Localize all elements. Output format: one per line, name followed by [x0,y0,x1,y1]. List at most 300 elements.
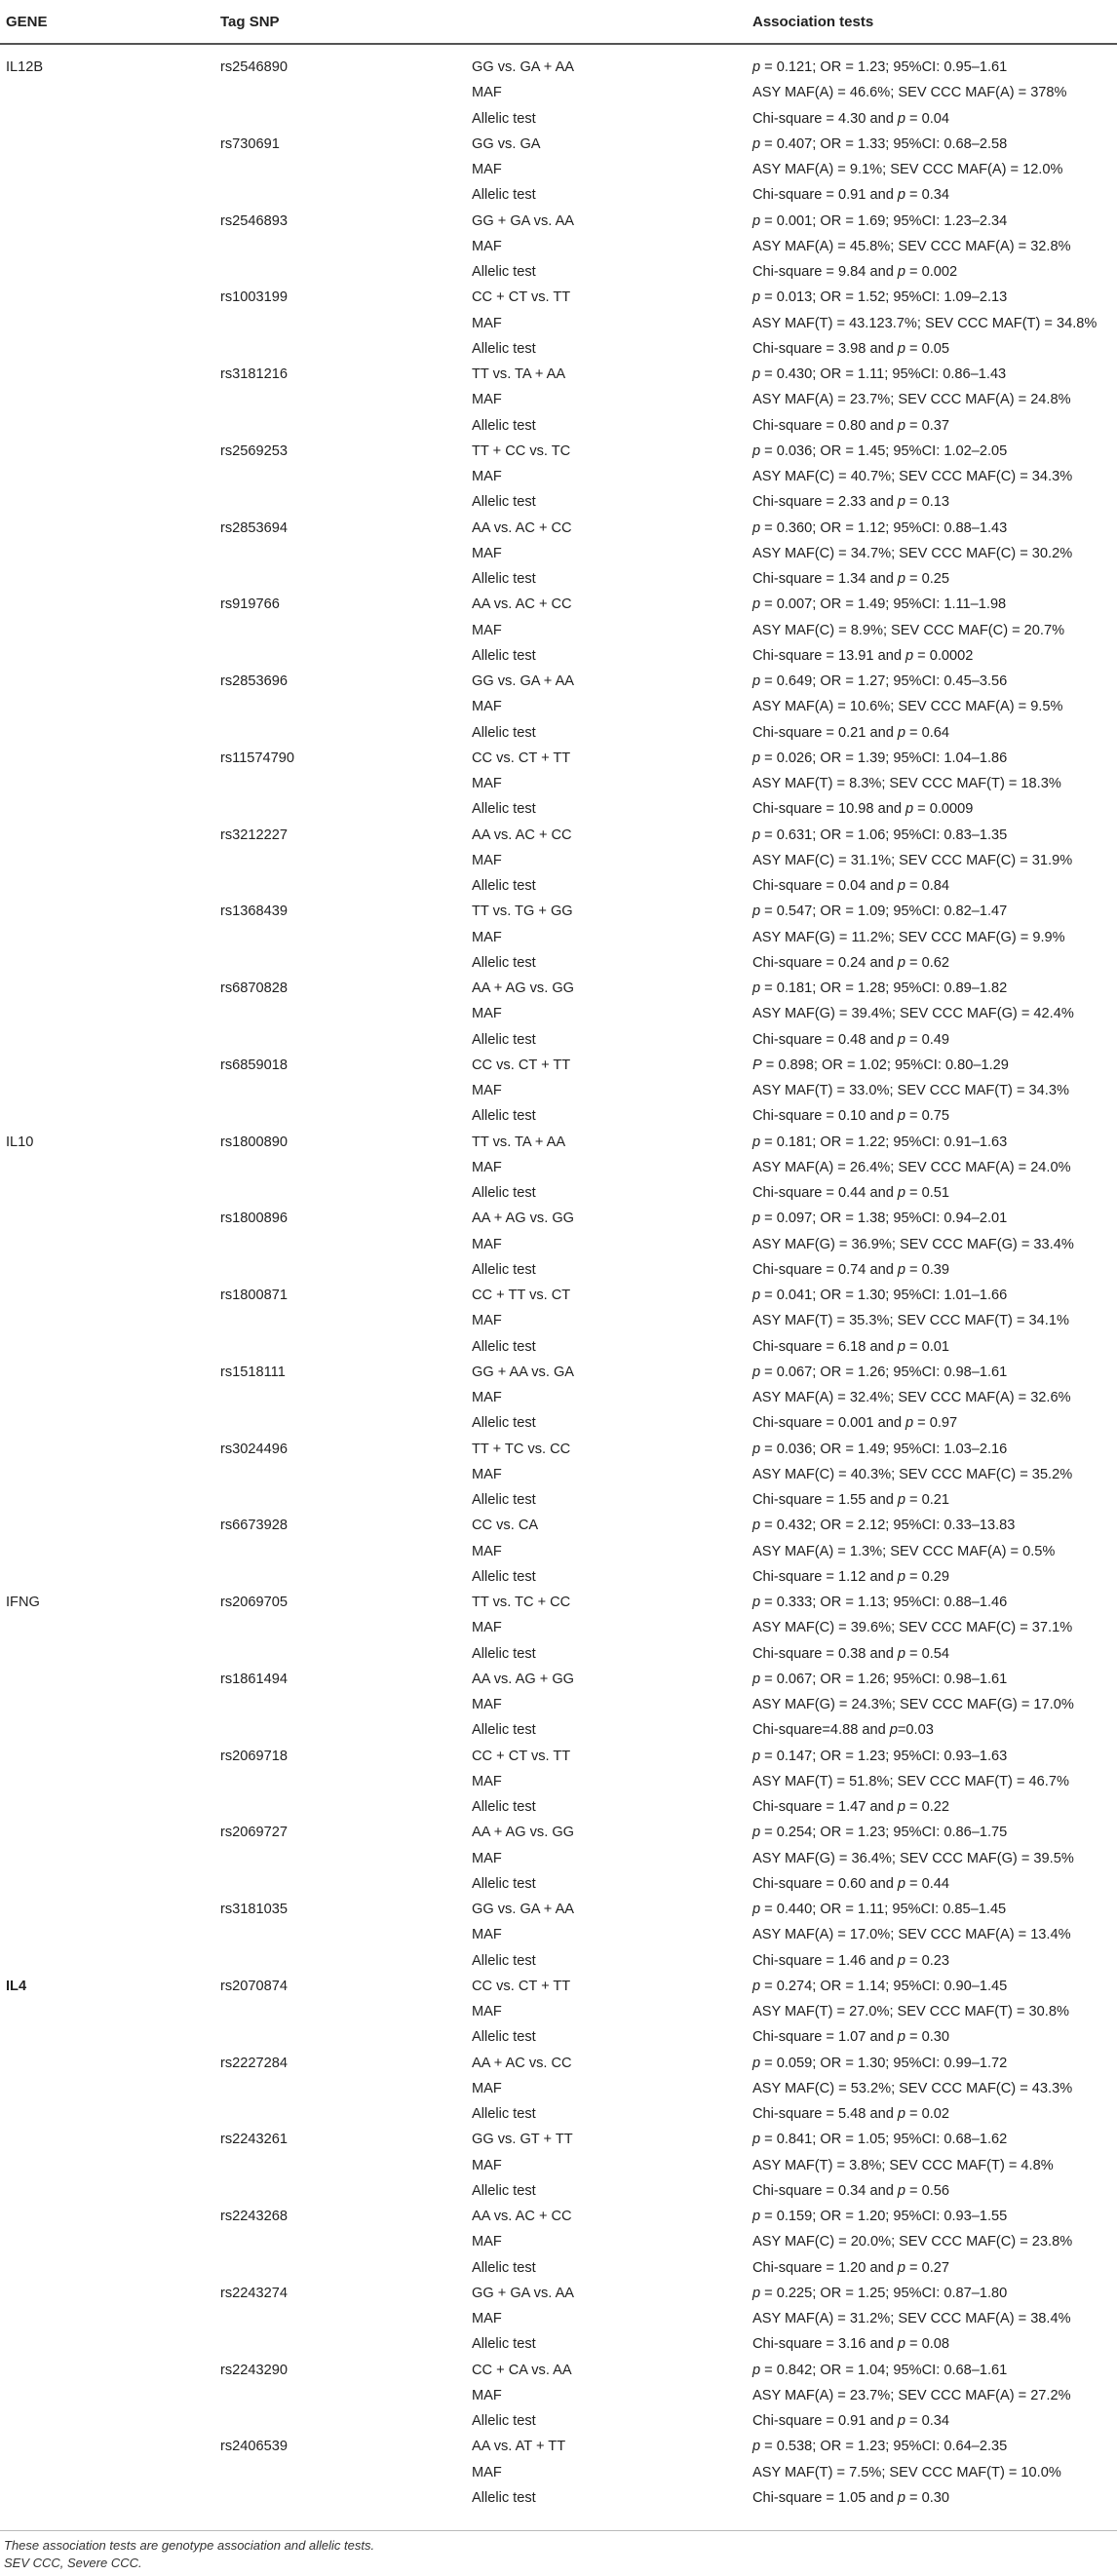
maf-values-cell: ASY MAF(T) = 8.3%; SEV CCC MAF(T) = 18.3% [752,776,1061,791]
genotype-model-cell: TT + CC vs. TC [472,442,571,459]
maf-values-cell: ASY MAF(G) = 36.9%; SEV CCC MAF(G) = 33.4% [752,1236,1074,1252]
allelic-test-result-cell: Chi-square = 4.30 and p = 0.04 [752,110,950,127]
maf-values-cell: ASY MAF(C) = 20.0%; SEV CCC MAF(C) = 23.8% [752,2234,1073,2250]
table-row [0,1027,1117,1053]
table-row [0,1462,1117,1487]
table-row [0,2204,1117,2229]
genotype-association-cell: p = 0.181; OR = 1.22; 95%CI: 0.91–1.63 [752,1134,1008,1150]
table-row [0,2383,1117,2408]
allelic-test-result-cell: Chi-square = 0.74 and p = 0.39 [752,1261,950,1278]
gene-cell: IL4 [6,1978,27,1994]
table-row [0,2331,1117,2357]
table-row [0,55,1117,80]
allelic-test-result-cell: Chi-square = 0.44 and p = 0.51 [752,1185,950,1201]
genotype-association-cell: p = 0.432; OR = 2.12; 95%CI: 0.33–13.83 [752,1518,1016,1534]
maf-label-cell: MAF [472,1159,502,1175]
genotype-model-cell: AA vs. AC + CC [472,596,572,613]
table-row [0,976,1117,1001]
table-body [0,55,1117,2511]
allelic-test-result-cell: Chi-square = 0.10 and p = 0.75 [752,1108,950,1125]
allelic-test-result-cell: Chi-square = 9.84 and p = 0.002 [752,264,958,280]
table-row [0,1922,1117,1947]
maf-values-cell: ASY MAF(A) = 32.4%; SEV CCC MAF(A) = 32.6% [752,1390,1071,1405]
maf-label-cell: MAF [472,2311,502,2326]
allelic-test-result-cell: Chi-square = 3.98 and p = 0.05 [752,340,950,357]
genotype-model-cell: AA vs. AC + CC [472,519,572,536]
genotype-model-cell: CC + CA vs. AA [472,2362,572,2378]
tag-snp-cell: rs6859018 [220,1057,288,1073]
allelic-test-result-cell: Chi-square = 0.60 and p = 0.44 [752,1875,950,1892]
tag-snp-cell: rs1800890 [220,1134,288,1150]
table-row [0,2153,1117,2178]
maf-label-cell: MAF [472,852,502,868]
maf-values-cell: ASY MAF(T) = 43.123.7%; SEV CCC MAF(T) = 34.8% [752,315,1098,331]
maf-values-cell: ASY MAF(C) = 40.7%; SEV CCC MAF(C) = 34.3% [752,469,1073,484]
maf-label-cell: MAF [472,1620,502,1636]
tag-snp-cell: rs2243261 [220,2132,288,2148]
genotype-association-cell: p = 0.036; OR = 1.49; 95%CI: 1.03–2.16 [752,1441,1008,1457]
table-row [0,592,1117,617]
tag-snp-cell: rs2069718 [220,1748,288,1764]
table-row [0,2408,1117,2434]
tag-snp-cell: rs1800896 [220,1211,288,1227]
allelic-test-result-cell: Chi-square = 2.33 and p = 0.13 [752,494,950,511]
table-row [0,1717,1117,1743]
allelic-test-result-cell: Chi-square = 6.18 and p = 0.01 [752,1338,950,1355]
header-association-tests: Association tests [752,14,874,30]
genotype-model-cell: AA + AC vs. CC [472,2055,572,2071]
allelic-test-result-cell: Chi-square = 0.91 and p = 0.34 [752,187,950,204]
maf-values-cell: ASY MAF(T) = 3.8%; SEV CCC MAF(T) = 4.8% [752,2157,1054,2173]
genotype-association-cell: p = 0.538; OR = 1.23; 95%CI: 0.64–2.35 [752,2439,1008,2455]
maf-label-cell: MAF [472,929,502,945]
tag-snp-cell: rs1861494 [220,1671,288,1687]
table-row [0,848,1117,873]
tag-snp-cell: rs2569253 [220,442,288,459]
allelic-test-result-cell: Chi-square = 3.16 and p = 0.08 [752,2336,950,2353]
table-row [0,234,1117,259]
gene-cell: IFNG [6,1595,40,1610]
genotype-association-cell: p = 0.842; OR = 1.04; 95%CI: 0.68–1.61 [752,2362,1008,2378]
table-row [0,1769,1117,1794]
allelic-test-label-cell: Allelic test [472,110,536,127]
allelic-test-label-cell: Allelic test [472,878,536,894]
tag-snp-cell: rs3181035 [220,1902,288,1917]
table-row [0,1539,1117,1564]
maf-label-cell: MAF [472,2080,502,2096]
table-bottom-rule [0,2530,1117,2531]
maf-label-cell: MAF [472,2464,502,2480]
tag-snp-cell: rs730691 [220,135,280,152]
table-row [0,1180,1117,1206]
table-row [0,259,1117,285]
table-row [0,2076,1117,2101]
table-row [0,2024,1117,2050]
maf-values-cell: ASY MAF(T) = 27.0%; SEV CCC MAF(T) = 30.8% [752,2004,1069,2019]
tag-snp-cell: rs1003199 [220,289,288,306]
allelic-test-result-cell: Chi-square = 0.04 and p = 0.84 [752,878,950,894]
table-header [0,0,1117,45]
allelic-test-result-cell: Chi-square = 1.55 and p = 0.21 [752,1492,950,1508]
table-row [0,2127,1117,2152]
allelic-test-result-cell: Chi-square = 1.05 and p = 0.30 [752,2489,950,2506]
maf-label-cell: MAF [472,1083,502,1098]
allelic-test-label-cell: Allelic test [472,2029,536,2046]
table-row [0,439,1117,464]
table-row [0,2229,1117,2254]
allelic-test-label-cell: Allelic test [472,1568,536,1585]
allelic-test-label-cell: Allelic test [472,1261,536,1278]
table-row [0,950,1117,976]
table-row [0,2051,1117,2076]
table-row [0,132,1117,157]
allelic-test-label-cell: Allelic test [472,1492,536,1508]
maf-values-cell: ASY MAF(G) = 24.3%; SEV CCC MAF(G) = 17.0% [752,1697,1074,1712]
table-row [0,1948,1117,1974]
maf-label-cell: MAF [472,1390,502,1405]
allelic-test-result-cell: Chi-square = 1.20 and p = 0.27 [752,2259,950,2276]
table-row [0,2281,1117,2306]
maf-values-cell: ASY MAF(A) = 1.3%; SEV CCC MAF(A) = 0.5% [752,1543,1056,1559]
table-row [0,1846,1117,1871]
table-row [0,1615,1117,1640]
tag-snp-cell: rs6870828 [220,980,288,996]
genotype-association-cell: p = 0.274; OR = 1.14; 95%CI: 0.90–1.45 [752,1978,1008,1994]
allelic-test-result-cell: Chi-square = 0.21 and p = 0.64 [752,724,950,741]
table-row [0,925,1117,950]
allelic-test-label-cell: Allelic test [472,1722,536,1739]
table-row [0,1308,1117,1333]
table-row [0,157,1117,182]
genotype-association-cell: p = 0.097; OR = 1.38; 95%CI: 0.94–2.01 [752,1211,1008,1227]
genotype-model-cell: GG + GA vs. AA [472,212,575,229]
genotype-model-cell: CC + TT vs. CT [472,1288,571,1303]
allelic-test-label-cell: Allelic test [472,2489,536,2506]
table-row [0,1897,1117,1922]
table-row [0,413,1117,439]
allelic-test-label-cell: Allelic test [472,1415,536,1432]
table-row [0,1590,1117,1615]
maf-values-cell: ASY MAF(A) = 46.6%; SEV CCC MAF(A) = 378% [752,85,1067,101]
maf-label-cell: MAF [472,392,502,408]
tag-snp-cell: rs2853696 [220,673,288,689]
tag-snp-cell: rs3181216 [220,366,288,382]
header-tag-snp: Tag SNP [220,14,280,30]
gene-cell: IL12B [6,59,44,75]
genotype-model-cell: AA vs. AC + CC [472,827,572,843]
table-row [0,2485,1117,2511]
maf-label-cell: MAF [472,1006,502,1022]
table-row [0,489,1117,515]
genotype-model-cell: TT vs. TA + AA [472,366,566,382]
genotype-model-cell: AA vs. AC + CC [472,2209,572,2224]
maf-values-cell: ASY MAF(G) = 39.4%; SEV CCC MAF(G) = 42.4% [752,1006,1074,1022]
table-row [0,873,1117,899]
allelic-test-label-cell: Allelic test [472,264,536,280]
maf-label-cell: MAF [472,2387,502,2403]
table-row [0,694,1117,719]
genotype-association-cell: p = 0.041; OR = 1.30; 95%CI: 1.01–1.66 [752,1288,1008,1303]
maf-label-cell: MAF [472,776,502,791]
table-row [0,1641,1117,1667]
allelic-test-result-cell: Chi-square = 1.46 and p = 0.23 [752,1952,950,1969]
table-row [0,669,1117,694]
table-row [0,2434,1117,2459]
maf-label-cell: MAF [472,2157,502,2173]
allelic-test-label-cell: Allelic test [472,1031,536,1048]
genotype-model-cell: CC vs. CT + TT [472,1057,571,1073]
maf-label-cell: MAF [472,1236,502,1252]
genotype-association-cell: p = 0.631; OR = 1.06; 95%CI: 0.83–1.35 [752,827,1008,843]
allelic-test-label-cell: Allelic test [472,2259,536,2276]
maf-label-cell: MAF [472,315,502,331]
genotype-association-cell: p = 0.430; OR = 1.11; 95%CI: 0.86–1.43 [752,366,1007,382]
tag-snp-cell: rs1368439 [220,904,288,920]
maf-label-cell: MAF [472,1927,502,1943]
genotype-model-cell: TT vs. TG + GG [472,904,573,920]
allelic-test-result-cell: Chi-square = 0.91 and p = 0.34 [752,2413,950,2429]
table-row [0,80,1117,105]
allelic-test-result-cell: Chi-square = 0.48 and p = 0.49 [752,1031,950,1048]
tag-snp-cell: rs2406539 [220,2439,288,2455]
genotype-model-cell: TT vs. TA + AA [472,1134,566,1150]
table-row [0,1001,1117,1026]
table-row [0,796,1117,822]
genotype-association-cell: p = 0.147; OR = 1.23; 95%CI: 0.93–1.63 [752,1748,1008,1764]
allelic-test-label-cell: Allelic test [472,647,536,664]
maf-values-cell: ASY MAF(A) = 26.4%; SEV CCC MAF(A) = 24.0% [752,1159,1071,1175]
tag-snp-cell: rs6673928 [220,1518,288,1534]
allelic-test-label-cell: Allelic test [472,417,536,434]
maf-values-cell: ASY MAF(T) = 51.8%; SEV CCC MAF(T) = 46.7% [752,1773,1069,1789]
allelic-test-label-cell: Allelic test [472,724,536,741]
maf-values-cell: ASY MAF(A) = 10.6%; SEV CCC MAF(A) = 9.5% [752,699,1063,715]
table-row [0,285,1117,310]
table-row [0,1053,1117,1078]
tag-snp-cell: rs2243268 [220,2209,288,2224]
allelic-test-label-cell: Allelic test [472,801,536,818]
tag-snp-cell: rs2853694 [220,519,288,536]
table-row [0,1206,1117,1231]
table-row [0,771,1117,796]
maf-values-cell: ASY MAF(C) = 40.3%; SEV CCC MAF(C) = 35.2% [752,1466,1073,1482]
table-row [0,541,1117,566]
table-row [0,1257,1117,1283]
table-row [0,1820,1117,1845]
tag-snp-cell: rs2243274 [220,2285,288,2301]
genotype-association-cell: p = 0.067; OR = 1.26; 95%CI: 0.98–1.61 [752,1364,1008,1380]
genotype-association-cell: p = 0.649; OR = 1.27; 95%CI: 0.45–3.56 [752,673,1008,689]
genotype-association-cell: p = 0.026; OR = 1.39; 95%CI: 1.04–1.86 [752,750,1008,766]
genotype-association-cell: p = 0.036; OR = 1.45; 95%CI: 1.02–2.05 [752,442,1008,459]
allelic-test-label-cell: Allelic test [472,340,536,357]
table-row [0,106,1117,132]
table-row [0,336,1117,362]
maf-label-cell: MAF [472,238,502,254]
genotype-model-cell: GG vs. GA + AA [472,673,575,689]
table-row [0,1155,1117,1180]
table-row [0,1078,1117,1103]
allelic-test-result-cell: Chi-square = 1.12 and p = 0.29 [752,1568,950,1585]
genotype-model-cell: CC vs. CT + TT [472,1978,571,1994]
genotype-model-cell: AA vs. AG + GG [472,1671,575,1687]
maf-label-cell: MAF [472,1850,502,1866]
table-row [0,1744,1117,1769]
table-row [0,464,1117,489]
gene-cell: IL10 [6,1134,34,1150]
maf-values-cell: ASY MAF(A) = 9.1%; SEV CCC MAF(A) = 12.0% [752,162,1063,177]
tag-snp-cell: rs3024496 [220,1441,288,1457]
allelic-test-label-cell: Allelic test [472,494,536,511]
maf-label-cell: MAF [472,622,502,638]
tag-snp-cell: rs2546893 [220,212,288,229]
allelic-test-label-cell: Allelic test [472,1645,536,1662]
allelic-test-label-cell: Allelic test [472,2336,536,2353]
table-row [0,516,1117,541]
table-row [0,618,1117,643]
allelic-test-label-cell: Allelic test [472,1185,536,1201]
genotype-model-cell: GG + AA vs. GA [472,1364,575,1380]
maf-label-cell: MAF [472,2234,502,2250]
genotype-model-cell: CC vs. CA [472,1518,539,1534]
allelic-test-label-cell: Allelic test [472,2413,536,2429]
allelic-test-result-cell: Chi-square = 0.80 and p = 0.37 [752,417,950,434]
allelic-test-result-cell: Chi-square = 1.34 and p = 0.25 [752,571,950,587]
genotype-association-cell: P = 0.898; OR = 1.02; 95%CI: 0.80–1.29 [752,1057,1009,1073]
footnote: These association tests are genotype association and allelic tests. [4,2538,375,2553]
table-row [0,2460,1117,2485]
table-row [0,1410,1117,1436]
table-row [0,1999,1117,2024]
maf-label-cell: MAF [472,162,502,177]
table-row [0,1794,1117,1820]
table-row [0,2178,1117,2204]
table-row [0,1564,1117,1590]
genotype-model-cell: AA + AG vs. GG [472,1211,575,1227]
maf-label-cell: MAF [472,1466,502,1482]
maf-values-cell: ASY MAF(A) = 45.8%; SEV CCC MAF(A) = 32.8% [752,238,1071,254]
table-row [0,362,1117,387]
genotype-model-cell: GG vs. GA + AA [472,59,575,75]
allelic-test-result-cell: Chi-square=4.88 and p=0.03 [752,1722,934,1739]
tag-snp-cell: rs2070874 [220,1978,288,1994]
table-row [0,2101,1117,2127]
maf-values-cell: ASY MAF(C) = 8.9%; SEV CCC MAF(C) = 20.7% [752,622,1065,638]
table-row [0,746,1117,771]
maf-values-cell: ASY MAF(A) = 17.0%; SEV CCC MAF(A) = 13.4% [752,1927,1071,1943]
genotype-model-cell: GG vs. GA [472,135,541,152]
maf-label-cell: MAF [472,545,502,561]
maf-label-cell: MAF [472,469,502,484]
maf-values-cell: ASY MAF(C) = 31.1%; SEV CCC MAF(C) = 31.9% [752,852,1073,868]
footnote: SEV CCC, Severe CCC. [4,2556,142,2570]
table-row [0,566,1117,592]
allelic-test-label-cell: Allelic test [472,1108,536,1125]
tag-snp-cell: rs1518111 [220,1364,286,1380]
table-row [0,1103,1117,1129]
table-row [0,823,1117,848]
genotype-association-cell: p = 0.007; OR = 1.49; 95%CI: 1.11–1.98 [752,596,1007,613]
allelic-test-result-cell: Chi-square = 1.07 and p = 0.30 [752,2029,950,2046]
maf-values-cell: ASY MAF(A) = 23.7%; SEV CCC MAF(A) = 27.2% [752,2387,1071,2403]
maf-values-cell: ASY MAF(T) = 35.3%; SEV CCC MAF(T) = 34.1% [752,1313,1069,1329]
genotype-association-cell: p = 0.407; OR = 1.33; 95%CI: 0.68–2.58 [752,135,1008,152]
allelic-test-result-cell: Chi-square = 5.48 and p = 0.02 [752,2106,950,2122]
table-row [0,1667,1117,1692]
table-row [0,1487,1117,1513]
table-row [0,1513,1117,1538]
table-row [0,899,1117,924]
allelic-test-label-cell: Allelic test [472,2182,536,2199]
maf-values-cell: ASY MAF(G) = 36.4%; SEV CCC MAF(G) = 39.5% [752,1850,1074,1866]
allelic-test-label-cell: Allelic test [472,1799,536,1815]
allelic-test-label-cell: Allelic test [472,1338,536,1355]
allelic-test-result-cell: Chi-square = 0.34 and p = 0.56 [752,2182,950,2199]
genotype-association-cell: p = 0.121; OR = 1.23; 95%CI: 0.95–1.61 [752,59,1008,75]
table-row [0,2306,1117,2331]
genotype-association-cell: p = 0.159; OR = 1.20; 95%CI: 0.93–1.55 [752,2209,1008,2224]
tag-snp-cell: rs2227284 [220,2055,288,2071]
genotype-model-cell: AA vs. AT + TT [472,2439,566,2455]
maf-label-cell: MAF [472,699,502,715]
genotype-association-cell: p = 0.440; OR = 1.11; 95%CI: 0.85–1.45 [752,1902,1007,1917]
allelic-test-result-cell: Chi-square = 10.98 and p = 0.0009 [752,801,974,818]
table-row [0,1692,1117,1717]
table-row [0,1871,1117,1897]
maf-values-cell: ASY MAF(A) = 31.2%; SEV CCC MAF(A) = 38.4% [752,2311,1071,2326]
tag-snp-cell: rs919766 [220,596,280,613]
genotype-association-cell: p = 0.360; OR = 1.12; 95%CI: 0.88–1.43 [752,519,1008,536]
allelic-test-label-cell: Allelic test [472,1875,536,1892]
table-row [0,1130,1117,1155]
genotype-model-cell: GG vs. GT + TT [472,2132,573,2148]
allelic-test-result-cell: Chi-square = 0.001 and p = 0.97 [752,1415,958,1432]
maf-values-cell: ASY MAF(T) = 7.5%; SEV CCC MAF(T) = 10.0% [752,2464,1061,2480]
genotype-model-cell: CC + CT vs. TT [472,289,571,306]
table-row [0,720,1117,746]
table-row [0,182,1117,208]
tag-snp-cell: rs2243290 [220,2362,288,2378]
genotype-association-cell: p = 0.225; OR = 1.25; 95%CI: 0.87–1.80 [752,2285,1008,2301]
table-row [0,209,1117,234]
genotype-association-cell: p = 0.181; OR = 1.28; 95%CI: 0.89–1.82 [752,980,1008,996]
table-row [0,1360,1117,1385]
maf-label-cell: MAF [472,1773,502,1789]
maf-values-cell: ASY MAF(C) = 53.2%; SEV CCC MAF(C) = 43.3% [752,2080,1073,2096]
allelic-test-label-cell: Allelic test [472,954,536,971]
allelic-test-label-cell: Allelic test [472,1952,536,1969]
maf-label-cell: MAF [472,1697,502,1712]
maf-values-cell: ASY MAF(C) = 34.7%; SEV CCC MAF(C) = 30.2% [752,545,1073,561]
genotype-association-cell: p = 0.547; OR = 1.09; 95%CI: 0.82–1.47 [752,904,1008,920]
genotype-model-cell: GG vs. GA + AA [472,1902,575,1917]
tag-snp-cell: rs11574790 [220,750,295,766]
genotype-model-cell: TT + TC vs. CC [472,1441,571,1457]
table-row [0,1437,1117,1462]
allelic-test-result-cell: Chi-square = 0.38 and p = 0.54 [752,1645,950,1662]
tag-snp-cell: rs3212227 [220,827,288,843]
maf-values-cell: ASY MAF(A) = 23.7%; SEV CCC MAF(A) = 24.8% [752,392,1071,408]
genotype-association-cell: p = 0.841; OR = 1.05; 95%CI: 0.68–1.62 [752,2132,1008,2148]
table-row [0,643,1117,669]
genotype-association-cell: p = 0.013; OR = 1.52; 95%CI: 1.09–2.13 [752,289,1008,306]
maf-label-cell: MAF [472,1313,502,1329]
allelic-test-label-cell: Allelic test [472,187,536,204]
table-row [0,2358,1117,2383]
allelic-test-result-cell: Chi-square = 0.24 and p = 0.62 [752,954,950,971]
tag-snp-cell: rs2069705 [220,1595,288,1610]
genotype-association-cell: p = 0.067; OR = 1.26; 95%CI: 0.98–1.61 [752,1671,1008,1687]
